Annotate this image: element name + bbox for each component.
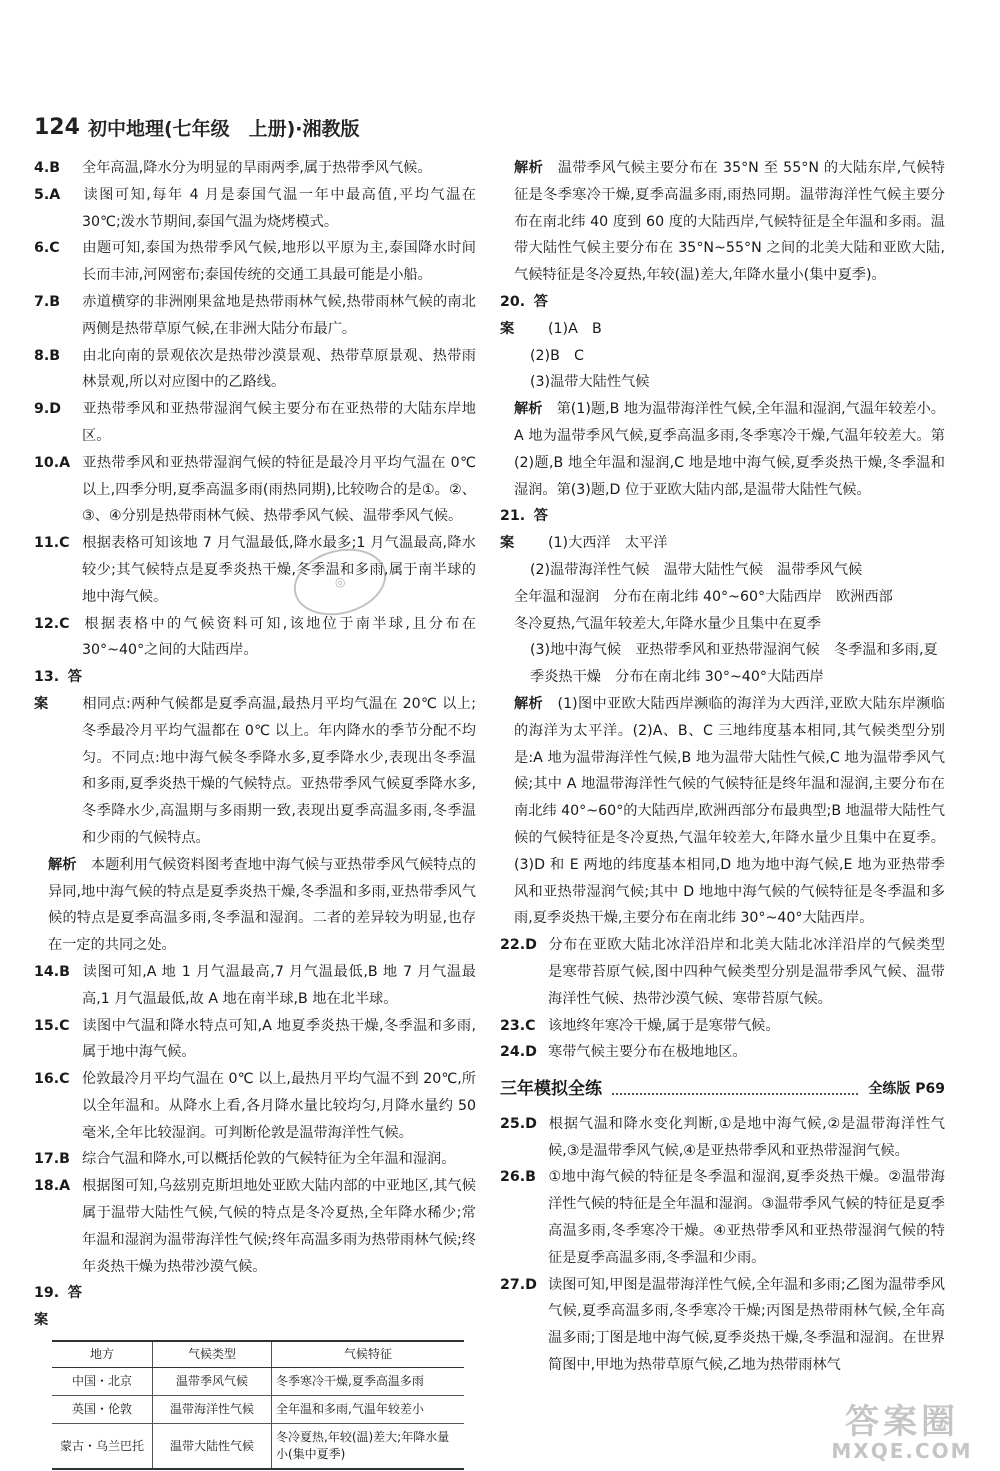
analysis-label: 解析	[514, 401, 543, 418]
answer-text: 全年高温,降水分为明显的旱雨两季,属于热带季风气候。	[82, 160, 432, 176]
answer-item	[34, 155, 476, 182]
page-number: 124	[34, 114, 80, 140]
answer-text: 分布在亚欧大陆北冰洋沿岸和北美大陆北冰洋沿岸的气候类型是寒带苔原气候,图中四种气候类型分别是温带季风气候、温带海洋性气候、热带沙漠气候、寒带苔原气候。	[548, 937, 945, 1007]
answer-line: (3)地中海气候 亚热带季风和亚热带湿润气候 冬季温和多雨,夏季炎热干燥 分布在南北纬 30°~40°大陆西岸	[530, 642, 938, 686]
watermark-text: 答案圈	[845, 1402, 959, 1442]
answer-number: 13.答案	[34, 669, 82, 712]
answer-item	[500, 1272, 945, 1379]
analysis-text: 第(1)题,B 地为温带海洋性气候,全年温和湿润,气温年较差小。A 地为温带季风气候,夏季高温多雨,冬季寒冷干燥,气温年较差大。第(2)题,B 地全年温和湿润,C 地是地中海气候,夏季炎热干燥,冬季温和湿润。第(3)题,D 位于亚欧大陆内部,是温带大陆性气候。	[514, 401, 945, 498]
answer-number: 22.D	[500, 937, 537, 954]
answer-item	[34, 611, 476, 665]
table-cell: 温带海洋性气候	[153, 1396, 272, 1424]
answer-item	[500, 1111, 945, 1165]
answer-item	[34, 235, 476, 289]
answer-number: 17.B	[34, 1151, 70, 1168]
answer-item-19	[34, 1280, 476, 1334]
analysis-label: 解析	[514, 695, 544, 712]
answer-line: (2)B C	[530, 347, 584, 364]
answer-number: 20.答案	[500, 293, 548, 337]
column-header: 气候类型	[153, 1341, 272, 1368]
answer-item	[34, 1066, 476, 1146]
answer-text: 寒带气候主要分布在极地地区。	[548, 1044, 747, 1061]
answer-number: 12.C	[34, 615, 70, 632]
column-header: 地方	[52, 1341, 153, 1368]
answer-number: 14.B	[34, 963, 70, 980]
answer-text: 读图可知,A 地 1 月气温最高,7 月气温最低,B 地 7 月气温最高,1 月气温最低,故 A 地在南半球,B 地在北半球。	[82, 963, 476, 1007]
analysis-block	[500, 396, 945, 503]
answer-number: 21.答案	[500, 508, 548, 552]
answer-text: 伦敦最冷月平均气温在 0℃ 以上,最热月平均气温不到 20℃,所以全年温和。从降水上看,各月降水量比较均匀,月降水量约 50 毫米,全年比较湿润。可判断伦敦是温带海洋性气候。	[82, 1071, 476, 1141]
section-reference: 全练版 P69	[868, 1081, 945, 1098]
answer-number: 27.D	[500, 1276, 537, 1293]
answer-text: 根据表格中的气候资料可知,该地位于南半球,且分布在 30°~40°之间的大陆西岸。	[82, 615, 476, 659]
answer-number: 11.C	[34, 535, 70, 552]
analysis-block	[500, 691, 945, 932]
dotted-leader	[612, 1083, 858, 1095]
answer-number: 25.D	[500, 1115, 537, 1132]
answer-item	[34, 289, 476, 343]
answer-text: 赤道横穿的非洲刚果盆地是热带雨林气候,热带雨林气候的南北两侧是热带草原气候,在非洲大陆分布最广。	[82, 293, 476, 337]
answer-text: 读图中气温和降水特点可知,A 地夏季炎热干燥,冬季温和多雨,属于地中海气候。	[82, 1017, 476, 1061]
answer-item	[34, 530, 476, 610]
table-cell: 温带季风气候	[153, 1368, 272, 1396]
watermark-logo	[812, 1400, 992, 1466]
table-row	[52, 1396, 464, 1424]
answer-line: (2)温带海洋性气候 温带大陆性气候 温带季风气候	[530, 561, 863, 578]
answer-item	[34, 959, 476, 1013]
table-cell: 全年温和多雨,气温年较差小	[272, 1396, 465, 1424]
answer-item	[500, 1039, 945, 1066]
page-header	[34, 110, 360, 144]
answer-text: 综合气温和降水,可以概括伦敦的气候特征为全年温和湿润。	[82, 1151, 456, 1168]
answer-number: 19.答案	[34, 1285, 82, 1329]
right-column	[500, 155, 945, 1379]
answer-text: 亚热带季风和亚热带湿润气候主要分布在亚热带的大陆东岸地区。	[82, 401, 476, 444]
answer-number: 10.A	[34, 454, 71, 471]
answer-item	[500, 1013, 945, 1040]
analysis-text: 温带季风气候主要分布在 35°N 至 55°N 的大陆东岸,气候特征是冬季寒冷干燥,夏季高温多雨,雨热同期。温带海洋性气候主要分布在南北纬 40 度到 60 度的大陆西岸,气候特征是全年温和多雨。温带大陆性气候主要分布在 35°N~55°N 之间的北美大陆和亚欧大陆,气候特征是冬冷夏热,年较(温)差大,年降水量小(集中夏季)。	[514, 160, 945, 284]
table-cell: 中国・北京	[52, 1368, 153, 1396]
answer-item	[34, 1173, 476, 1280]
answer-line: 冬冷夏热,气温年较差大,年降水量少且集中在夏季	[514, 615, 821, 632]
book-title: 初中地理(七年级 上册)·湘教版	[87, 117, 360, 140]
answer-item	[34, 1146, 476, 1173]
answer-number: 23.C	[500, 1017, 536, 1034]
answer-number: 5.A	[34, 186, 61, 203]
analysis-block	[500, 155, 945, 289]
answer-number: 9.D	[34, 401, 62, 418]
table-cell: 蒙古・乌兰巴托	[52, 1424, 153, 1470]
answer-item	[34, 182, 476, 236]
section-heading	[500, 1076, 945, 1103]
table-cell: 冬冷夏热,年较(温)差大;年降水量小(集中夏季)	[272, 1424, 465, 1470]
answer-item	[500, 1164, 945, 1271]
table-cell: 冬季寒冷干燥,夏季高温多雨	[272, 1368, 465, 1396]
answer-line: 全年温和湿润 分布在南北纬 40°~60°大陆西岸 欧洲西部	[514, 588, 893, 605]
answer-line: (1)A B	[548, 320, 602, 337]
left-column	[34, 155, 476, 1470]
answer-text: 亚热带季风和亚热带湿润气候的特征是最冷月平均气温在 0℃ 以上,四季分明,夏季高温多雨(雨热同期),比较吻合的是①。②、③、④分别是热带雨林气候、热带季风气候、温带季风气候。	[82, 454, 476, 525]
analysis-block	[34, 852, 476, 959]
column-header: 气候特征	[272, 1341, 465, 1368]
answer-item-21	[500, 503, 945, 557]
answer-list	[500, 1111, 945, 1379]
answer-text: 由北向南的景观依次是热带沙漠景观、热带草原景观、热带雨林景观,所以对应图中的乙路线。	[82, 347, 476, 391]
answer-number: 24.D	[500, 1044, 537, 1061]
answer-number: 16.C	[34, 1071, 70, 1088]
watermark-url: MXQE.COM	[831, 1439, 973, 1463]
answer-item	[34, 396, 476, 450]
answer-text: 根据表格可知该地 7 月气温最低,降水最多;1 月气温最高,降水较少;其气候特点是夏季炎热干燥,冬季温和多雨,属于南半球的地中海气候。	[82, 535, 476, 605]
answer-number: 6.C	[34, 240, 60, 257]
answer-text: ①地中海气候的特征是冬季温和湿润,夏季炎热干燥。②温带海洋性气候的特征是全年温和湿润。③温带季风气候的特征是夏季高温多雨,冬季寒冷干燥。④亚热带季风和亚热带湿润气候的特征是夏季高温多雨,冬季温和少雨。	[548, 1169, 945, 1266]
answer-number: 4.B	[34, 160, 61, 176]
answer-number: 8.B	[34, 347, 61, 364]
table-row	[52, 1368, 464, 1396]
answer-list	[500, 932, 945, 1066]
analysis-label: 解析	[48, 856, 77, 873]
analysis-text: 本题利用气候资料图考查地中海气候与亚热带季风气候特点的异同,地中海气候的特点是夏季炎热干燥,冬季温和多雨,亚热带季风气候的特点是夏季高温多雨,冬季温和湿润。二者的差异较为明显,也存在一定的共同之处。	[48, 856, 476, 954]
answer-text: 该地终年寒冷干燥,属于是寒带气候。	[548, 1017, 780, 1034]
answer-number: 7.B	[34, 293, 61, 310]
analysis-text: (1)图中亚欧大陆西岸濒临的海洋为大西洋,亚欧大陆东岸濒临的海洋为太平洋。(2)A、B、C 三地纬度基本相同,其气候类型分别是:A 地为温带海洋性气候,B 地为温带大陆性气候,C 地为温带季风气候;其中 A 地温带海洋性气候的气候特征是终年温和湿润,主要分布在南北纬 40°~60°的大陆西岸,欧洲西部分布最典型;B 地温带大陆性气候的气候特征是冬冷夏热,气温年较差大,年降水量少且集中在夏季。(3)D 和 E 两地的纬度基本相同,D 地为地中海气候,E 地为亚热带季风和亚热带湿润气候;其中 D 地地中海气候的气候特征是冬季温和多雨,夏季炎热干燥,主要分布在南北纬 30°~40°大陆西岸。	[514, 695, 945, 927]
answer-text: 由题可知,泰国为热带季风气候,地形以平原为主,泰国降水时间长而丰沛,河网密布;泰国传统的交通工具最可能是小船。	[82, 240, 476, 284]
analysis-label: 解析	[514, 160, 544, 176]
table-cell: 英国・伦敦	[52, 1396, 153, 1424]
answer-item	[34, 343, 476, 397]
answer-item	[34, 1013, 476, 1067]
answer-item-13	[34, 664, 476, 852]
table-cell: 温带大陆性气候	[153, 1424, 272, 1470]
answer-list	[34, 959, 476, 1281]
table-row	[52, 1424, 464, 1470]
answer-text: 根据气温和降水变化判断,①是地中海气候,②是温带海洋性气候,③是温带季风气候,④是亚热带季风和亚热带湿润气候。	[548, 1115, 945, 1159]
answer-text: 根据图可知,乌兹别克斯坦地处亚欧大陆内部的中亚地区,其气候属于温带大陆性气候,气候的特点是冬冷夏热,全年降水稀少;常年温和湿润为温带海洋性气候;终年高温多雨为热带雨林气候;终年炎热干燥为热带沙漠气候。	[82, 1178, 476, 1275]
answer-text: 读图可知,甲图是温带海洋性气候,全年温和多雨;乙图为温带季风气候,夏季高温多雨,冬季寒冷干燥;丙图是热带雨林气候,全年高温多雨;丁图是地中海气候,夏季炎热干燥,冬季温和湿润。在世界简图中,甲地为热带草原气候,乙地为热带雨林气	[548, 1276, 945, 1374]
stamp-mark: ◎	[286, 539, 393, 625]
answer-number: 26.B	[500, 1169, 536, 1186]
answer-line: (3)温带大陆性气候	[530, 374, 650, 391]
answer-number: 15.C	[34, 1017, 70, 1034]
section-title: 三年模拟全练	[500, 1079, 602, 1100]
table-header-row	[52, 1341, 464, 1368]
answer-item-20	[500, 289, 945, 343]
answer-text: 读图可知,每年 4 月是泰国气温一年中最高值,平均气温在 30℃;泼水节期间,泰国气温为烧烤模式。	[82, 186, 476, 230]
answer-text: 相同点:两种气候都是夏季高温,最热月平均气温在 20℃ 以上;冬季最冷月平均气温都在 0℃ 以上。年内降水的季节分配不均匀。不同点:地中海气候冬季降水多,夏季降水少,表现出冬季温和多雨,夏季炎热干燥的气候特点。亚热带季风气候夏季降水多,冬季降水少,高温期与多雨期一致,表现出夏季高温多雨,冬季温和少雨的气候特点。	[82, 695, 476, 846]
climate-table	[52, 1340, 464, 1470]
answer-line: (1)大西洋 太平洋	[548, 535, 668, 552]
answer-list	[34, 155, 476, 664]
answer-item	[500, 932, 945, 1012]
answer-number: 18.A	[34, 1178, 71, 1195]
answer-item	[34, 450, 476, 530]
